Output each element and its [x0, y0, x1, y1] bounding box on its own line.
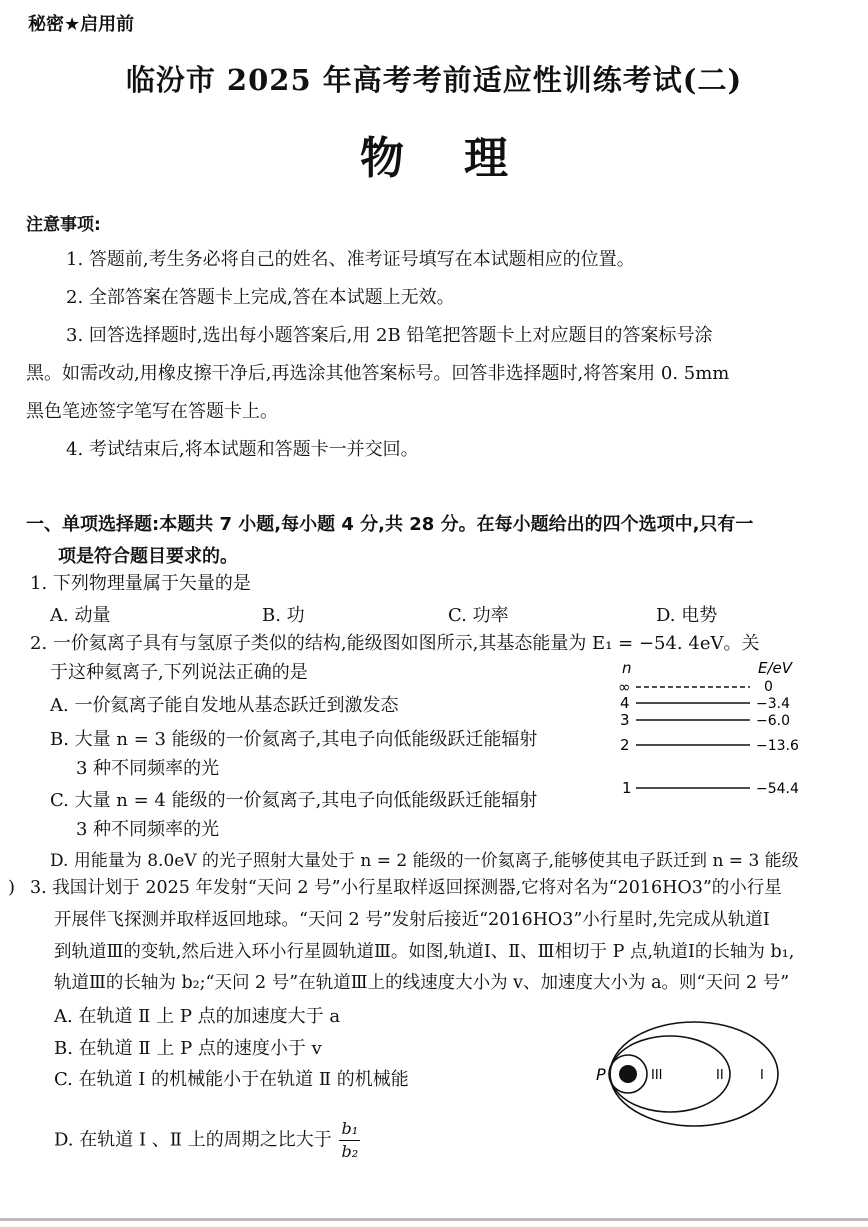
q1-option-a: A. 动量: [50, 605, 111, 626]
notice-item-3-line-1: 3. 回答选择题时,选出每小题答案后,用 2B 铅笔把答题卡上对应题目的答案标号涂: [66, 325, 713, 346]
orbit-3-label: III: [651, 1068, 663, 1083]
fraction-numerator: b₁: [339, 1118, 360, 1141]
level-n-inf: ∞: [618, 678, 631, 696]
q3-stem-line-2: 开展伴飞探测并取样返回地球。“天问 2 号”发射后接近“2016HO3”小行星时,先完成从轨道Ⅰ: [54, 910, 770, 930]
q2-option-b-line-2: 3 种不同频率的光: [76, 758, 220, 779]
level-e-1: −54.4: [756, 781, 799, 797]
q3-stem-line-4: 轨道Ⅲ的长轴为 b₂;“天问 2 号”在轨道Ⅲ上的线速度大小为 v、加速度大小为 a。则“天问 2 号”: [54, 973, 790, 993]
q2-option-d: D. 用能量为 8.0eV 的光子照射大量处于 n = 2 能级的一价氦离子,能够使其电子跃迁到 n = 3 能级: [50, 851, 799, 871]
q1-option-b: B. 功: [262, 605, 305, 626]
orbit-diagram: [590, 1018, 790, 1130]
orbit-2-label: II: [716, 1068, 724, 1083]
q3-option-c: C. 在轨道 Ⅰ 的机械能小于在轨道 Ⅱ 的机械能: [54, 1069, 409, 1090]
margin-mark: ): [8, 877, 16, 898]
q2-option-c-line-1: C. 大量 n = 4 能级的一价氦离子,其电子向低能级跃迁能辐射: [50, 790, 538, 811]
level-e-2: −13.6: [756, 738, 799, 754]
q2-stem-line-2: 于这种氦离子,下列说法正确的是: [50, 662, 308, 683]
level-e-4: −3.4: [756, 696, 790, 712]
q3-stem-line-1: 3. 我国计划于 2025 年发射“天问 2 号”小行星取样返回探测器,它将对名为“2016HO3”的小行星: [30, 878, 782, 898]
q2-option-b-line-1: B. 大量 n = 3 能级的一价氦离子,其电子向低能级跃迁能辐射: [50, 729, 538, 750]
notice-item-3-line-3: 黑色笔迹签字笔写在答题卡上。: [26, 401, 278, 422]
point-p-label: P: [596, 1065, 606, 1084]
q3-option-d: [54, 1118, 360, 1163]
exam-title: 临汾市 2025 年高考考前适应性训练考试(二): [125, 63, 743, 97]
diagram-n-label: n: [622, 659, 632, 677]
notice-heading: 注意事项:: [26, 215, 101, 235]
q3-stem-line-3: 到轨道Ⅲ的变轨,然后进入环小行星圆轨道Ⅲ。如图,轨道Ⅰ、Ⅱ、Ⅲ相切于 P 点,轨道Ⅰ的长轴为 b₁,: [54, 942, 795, 962]
page-bottom-border: [0, 1218, 868, 1221]
notice-item-4: 4. 考试结束后,将本试题和答题卡一并交回。: [66, 439, 419, 460]
level-n-1: 1: [622, 779, 632, 797]
q3-option-a: A. 在轨道 Ⅱ 上 P 点的加速度大于 a: [54, 1006, 341, 1027]
energy-level-diagram: [600, 655, 830, 805]
q1-option-d: D. 电势: [656, 605, 718, 626]
orbit-1-label: I: [760, 1068, 764, 1083]
q3-option-b: B. 在轨道 Ⅱ 上 P 点的速度小于 v: [54, 1038, 322, 1059]
section-heading-line-2: 项是符合题目要求的。: [58, 546, 238, 567]
level-e-inf: 0: [764, 679, 773, 695]
confidential-label: 秘密★启用前: [28, 14, 135, 35]
q2-option-a: A. 一价氦离子能自发地从基态跃迁到激发态: [50, 695, 399, 716]
notice-item-1: 1. 答题前,考生务必将自己的姓名、准考证号填写在本试题相应的位置。: [66, 249, 635, 270]
q1-option-c: C. 功率: [448, 605, 509, 626]
diagram-e-label: E/eV: [758, 659, 793, 677]
level-n-4: 4: [620, 694, 630, 712]
notice-item-3-line-2: 黑。如需改动,用橡皮擦干净后,再选涂其他答案标号。回答非选择题时,将答案用 0. 5mm: [26, 363, 730, 384]
q1-stem: 1. 下列物理量属于矢量的是: [30, 573, 251, 594]
q2-stem-line-1: 2. 一价氦离子具有与氢原子类似的结构,能级图如图所示,其基态能量为 E₁ = −54. 4eV。关: [30, 633, 760, 654]
q3-option-d-text: D. 在轨道 Ⅰ 、Ⅱ 上的周期之比大于: [54, 1129, 332, 1151]
notice-item-2: 2. 全部答案在答题卡上完成,答在本试题上无效。: [66, 287, 455, 308]
q2-option-c-line-2: 3 种不同频率的光: [76, 819, 220, 840]
section-heading-line-1: 一、单项选择题:本题共 7 小题,每小题 4 分,共 28 分。在每小题给出的四个选项中,只有一: [26, 514, 754, 535]
fraction: [339, 1118, 360, 1163]
level-n-3: 3: [620, 711, 630, 729]
level-e-3: −6.0: [756, 713, 790, 729]
fraction-denominator: b₂: [341, 1142, 359, 1161]
asteroid: [619, 1065, 637, 1083]
subject-title: 物理: [360, 133, 568, 184]
level-n-2: 2: [620, 736, 630, 754]
